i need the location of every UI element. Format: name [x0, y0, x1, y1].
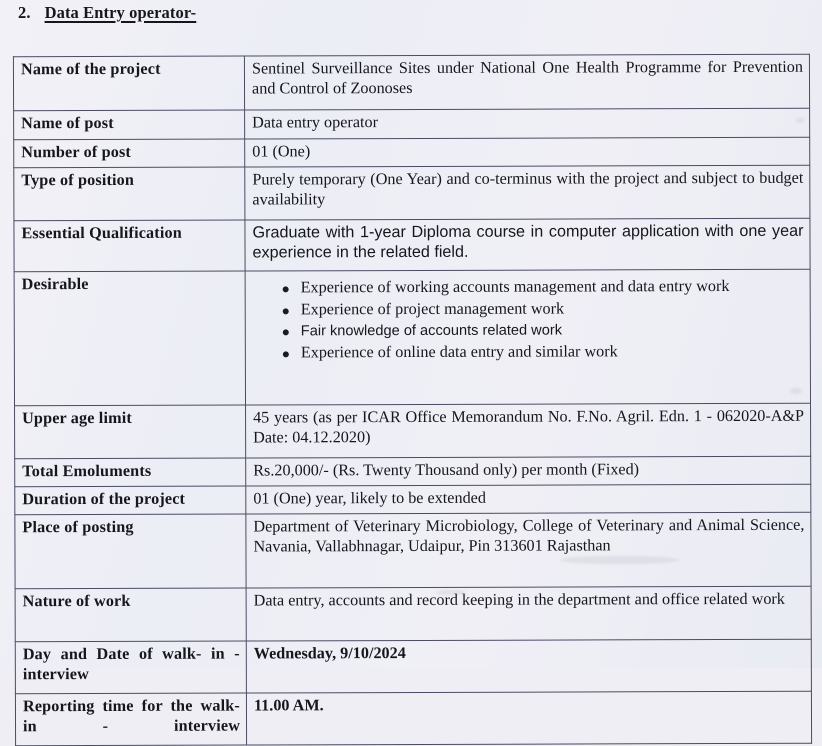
- table-row: [14, 137, 810, 167]
- table-row: [15, 586, 811, 642]
- row-value: 11.00 AM.: [246, 691, 811, 745]
- row-label: Number of post: [14, 139, 245, 168]
- row-label: Name of the project: [13, 56, 244, 111]
- row-value: Wednesday, 9/10/2024: [246, 639, 811, 693]
- section-title: Data Entry operator-: [44, 3, 197, 22]
- list-item: Fair knowledge of accounts related work: [301, 320, 804, 341]
- table-row: [14, 269, 810, 406]
- job-details-table-wrapper: [13, 54, 811, 746]
- row-label: Day and Date of walk- in - interview: [15, 641, 246, 694]
- row-label: Desirable: [14, 271, 245, 406]
- table-row: [14, 108, 810, 140]
- job-details-table: [13, 54, 812, 746]
- row-value: Department of Veterinary Microbiology, College of Veterinary and Animal Science, Navania, Vallabhnagar, Udaipur, Pin 313601 Rajasthan: [246, 512, 811, 588]
- row-label: Place of posting: [15, 514, 246, 589]
- row-value: 01 (One) year, likely to be extended: [246, 484, 811, 514]
- table-row: [15, 403, 811, 459]
- row-value: Data entry, accounts and record keeping in the department and office related work: [246, 586, 811, 641]
- list-item: Experience of project management work: [301, 298, 804, 319]
- table-row: [13, 54, 809, 111]
- row-label: Nature of work: [15, 588, 246, 642]
- table-row: [15, 456, 811, 487]
- row-label: Total Emoluments: [15, 458, 246, 487]
- row-value: Sentinel Surveillance Sites under National One Health Programme for Prevention and Control of Zoonoses: [244, 54, 809, 110]
- table-row: [15, 639, 811, 694]
- row-value: Rs.20,000/- (Rs. Twenty Thousand only) per month (Fixed): [246, 456, 811, 486]
- row-value: Graduate with 1-year Diploma course in computer application with one year experience in the related field.: [245, 218, 810, 271]
- row-value: [245, 269, 810, 405]
- table-row: [15, 512, 811, 589]
- row-value: Purely temporary (One Year) and co-terminus with the project and subject to budget availability: [245, 165, 810, 220]
- row-label: Reporting time for the walk- in - interview: [15, 693, 246, 746]
- table-row: [14, 218, 810, 272]
- row-label: Type of position: [14, 167, 245, 221]
- row-value: 01 (One): [245, 137, 810, 167]
- job-details-table-body: [13, 54, 811, 745]
- row-label: Essential Qualification: [14, 220, 245, 272]
- section-number: 2.: [18, 3, 31, 22]
- section-heading: [18, 3, 196, 23]
- row-label: Upper age limit: [15, 405, 246, 459]
- table-row: [15, 691, 811, 746]
- row-label: Duration of the project: [15, 486, 246, 515]
- row-label: Name of post: [14, 110, 245, 140]
- table-row: [14, 165, 810, 221]
- list-item: Experience of online data entry and similar work: [301, 341, 804, 362]
- row-value: Data entry operator: [245, 108, 810, 139]
- desirable-list: [253, 277, 804, 363]
- table-row: [15, 484, 811, 515]
- list-item: Experience of working accounts management and data entry work: [301, 277, 804, 298]
- row-value: 45 years (as per ICAR Office Memorandum No. F.No. Agril. Edn. 1 - 062020-A&P Date: 04.12.2020): [246, 403, 811, 458]
